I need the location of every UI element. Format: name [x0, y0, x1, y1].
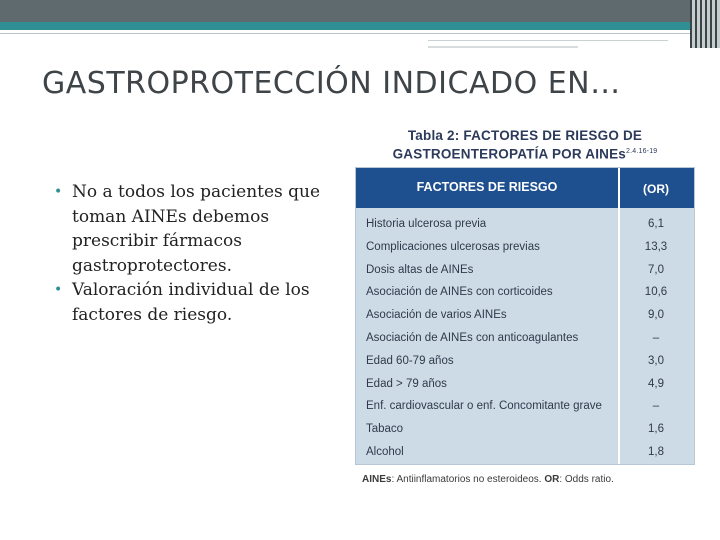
bullet-item — [52, 278, 342, 327]
factor-cell: Edad > 79 años — [366, 377, 447, 390]
table-caption-line1: Tabla 2: FACTORES DE RIESGO DE — [407, 128, 643, 143]
factor-cell: Edad 60-79 años — [366, 354, 454, 367]
factor-cell: Complicaciones ulcerosas previas — [366, 240, 540, 253]
table-caption-line2-text: GASTROENTEROPATÍA POR AINEs — [392, 146, 627, 162]
footnote-text: : Antiinflamatorios no esteroideos. — [391, 474, 545, 485]
table-header-or: (OR) — [643, 182, 669, 196]
table-row — [356, 214, 694, 237]
factor-cell: Asociación de varios AINEs — [366, 309, 507, 322]
factor-cell: Dosis altas de AINEs — [366, 263, 474, 276]
table-row — [356, 328, 694, 351]
divider-line — [428, 40, 668, 41]
table-caption — [360, 128, 690, 163]
bullet-icon: • — [54, 184, 63, 200]
or-cell: 3,0 — [648, 354, 664, 367]
accent-bar — [0, 22, 720, 30]
factor-cell: Alcohol — [366, 445, 404, 458]
table-row — [356, 237, 694, 260]
or-cell: 6,1 — [648, 218, 664, 230]
footnote-text: : Odds ratio. — [559, 474, 614, 485]
bullet-list — [52, 180, 342, 327]
or-cell: 1,8 — [648, 445, 664, 458]
or-cell: 13,3 — [644, 240, 668, 253]
divider-line — [428, 46, 578, 48]
factor-cell: Asociación de AINEs con anticoagulantes — [366, 331, 579, 344]
or-cell: 10,6 — [644, 286, 668, 299]
slide-title: GASTROPROTECCIÓN INDICADO EN… — [42, 66, 621, 101]
table-caption-refs: 2.4.16-19 — [626, 148, 658, 155]
or-cell: 1,6 — [648, 423, 664, 436]
table-header — [356, 168, 694, 208]
table-header-factors: FACTORES DE RIESGO — [416, 180, 558, 194]
table-row — [356, 305, 694, 328]
table-body — [356, 214, 694, 465]
factor-cell: Asociación de AINEs con corticoides — [366, 286, 553, 299]
table-caption-line2 — [360, 144, 690, 163]
factor-cell: Enf. cardiovascular o enf. Concomitante grave — [366, 400, 602, 413]
or-cell: – — [652, 331, 660, 344]
table-row — [356, 374, 694, 397]
table-row — [356, 442, 694, 465]
footnote-abbr-or: OR — [544, 474, 560, 485]
table-row — [356, 260, 694, 283]
footnote-abbr-aines: AINEs — [362, 474, 392, 485]
or-cell: 9,0 — [648, 309, 664, 322]
bullet-item — [52, 180, 342, 278]
bullet-text: Valoración individual de los factores de riesgo. — [72, 280, 310, 325]
table-row — [356, 282, 694, 305]
table-row — [356, 351, 694, 374]
table-row — [356, 419, 694, 442]
table-footnote — [362, 474, 702, 485]
bullet-text: No a todos los pacientes que toman AINEs debemos prescribir fármacos gastroprotectores. — [72, 182, 321, 276]
striped-corner-decoration — [690, 0, 720, 48]
bullet-icon: • — [54, 282, 63, 298]
table-row — [356, 396, 694, 419]
factor-cell: Tabaco — [366, 423, 404, 436]
factor-cell: Historia ulcerosa previa — [366, 218, 487, 230]
or-cell: 7,0 — [648, 263, 664, 276]
or-cell: – — [652, 400, 660, 413]
or-cell: 4,9 — [648, 377, 664, 390]
divider-line — [0, 33, 690, 34]
top-decorative-bar — [0, 0, 720, 22]
risk-factors-table — [355, 167, 695, 465]
